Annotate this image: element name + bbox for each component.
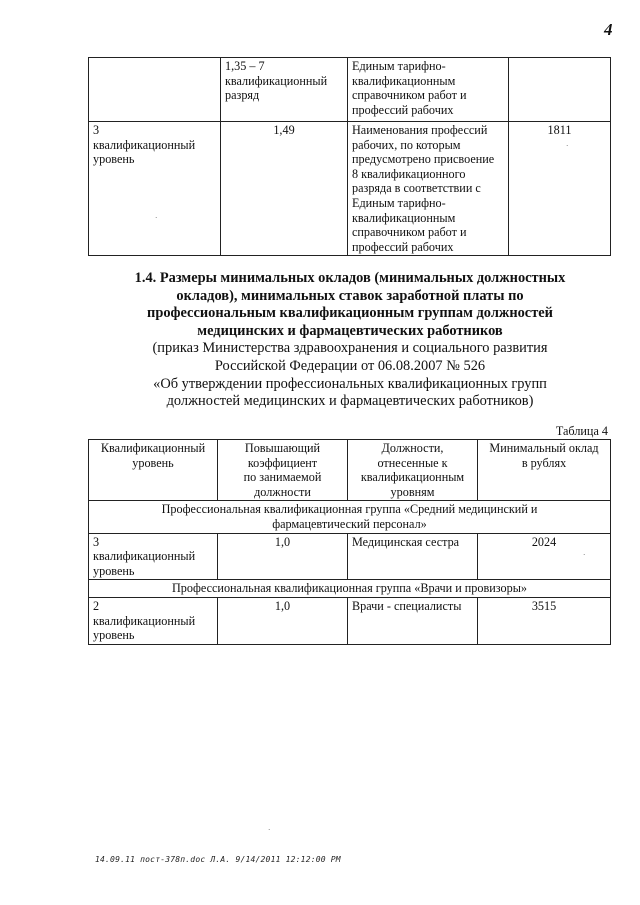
table-row — [89, 122, 611, 256]
group-title: Профессиональная квалификационная группа «Средний медицинский и фармацевтический персонал» — [89, 501, 611, 533]
salary-cell — [509, 58, 611, 122]
coefficient-cell: 1,0 — [218, 533, 348, 580]
header-positions: Должности, отнесенные к квалификационным уровням — [348, 440, 478, 501]
group-title-row — [89, 501, 611, 533]
level-cell — [89, 58, 221, 122]
level-cell: 3 квалификационный уровень — [89, 122, 221, 256]
header-level: Квалификационный уровень — [89, 440, 218, 501]
group-title: Профессиональная квалификационная группа «Врачи и провизоры» — [89, 580, 611, 598]
salary-cell: 1811 — [509, 122, 611, 256]
table-header-row — [89, 440, 611, 501]
document-footer: 14.09.11 пост-378п.doc Л.А. 9/14/2011 12:12:00 PM — [95, 855, 341, 864]
scan-speck: · — [583, 551, 586, 559]
table-row — [89, 597, 611, 644]
page-number: 4 — [604, 20, 613, 39]
table-4 — [88, 439, 611, 645]
table-row — [89, 58, 611, 122]
level-cell: 3 квалификационный уровень — [89, 533, 218, 580]
top-table — [88, 57, 611, 256]
coefficient-cell: 1,35 – 7 квалификационный разряд — [221, 58, 348, 122]
scan-speck: · — [155, 214, 158, 222]
group-title-row — [89, 580, 611, 598]
coefficient-cell: 1,0 — [218, 597, 348, 644]
section-subtitle: (приказ Министерства здравоохранения и социального развития Российской Федерации от 06.08.2007 № 526 «Об утверждении профессиональных квалификационных групп должностей медицинских и фармацевтических работников) — [152, 340, 548, 410]
header-salary: Минимальный оклад в рублях — [478, 440, 611, 501]
salary-cell: 2024 — [478, 533, 611, 580]
header-coefficient: Повышающий коэффициент по занимаемой должности — [218, 440, 348, 501]
section-title: 1.4. Размеры минимальных окладов (минимальных должностных окладов), минимальных ставок заработной платы по профессиональным квалификационным группам должностей медицинских и фармацевтических работников — [134, 270, 566, 339]
salary-cell: 3515 — [478, 597, 611, 644]
section-heading — [100, 270, 600, 411]
table-row — [89, 533, 611, 580]
positions-cell: Наименования профессий рабочих, по которым предусмотрено присвоение 8 квалификационного разряда в соответствии с Единым тарифно- квалификационным справочником работ и профессий рабочих — [348, 122, 509, 256]
positions-cell: Единым тарифно- квалификационным справочником работ и профессий рабочих — [348, 58, 509, 122]
scan-speck: · — [566, 142, 569, 150]
table-caption: Таблица 4 — [555, 424, 608, 438]
level-cell: 2 квалификационный уровень — [89, 597, 218, 644]
coefficient-cell: 1,49 — [221, 122, 348, 256]
positions-cell: Врачи - специалисты — [348, 597, 478, 644]
scan-speck: · — [268, 826, 271, 834]
positions-cell: Медицинская сестра — [348, 533, 478, 580]
